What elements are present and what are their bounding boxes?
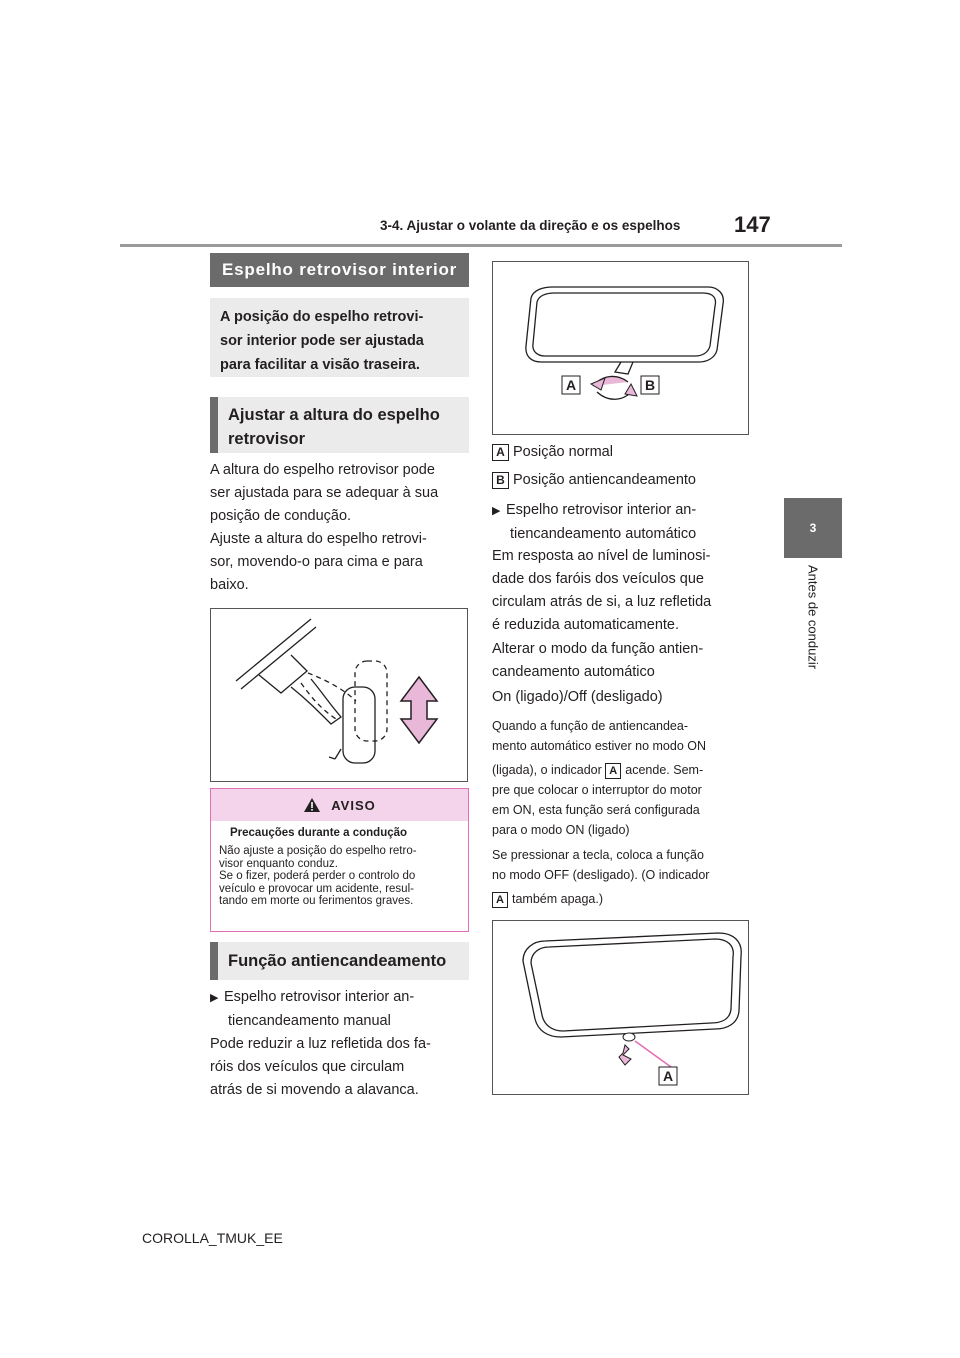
warning-line: tando em morte ou ferimentos graves. (219, 895, 414, 907)
warning-subtitle: Precauções durante a condução (230, 827, 408, 839)
running-header-title: 3-4. Ajustar o volante da direção e os espelhos (380, 218, 681, 233)
paragraph-on-off: On (ligado)/Off (desligado) (492, 689, 663, 705)
figure-mirror-height (210, 608, 468, 782)
legend-a-text: Posição normal (513, 444, 613, 460)
bullet-text: tiencandeamento manual (228, 1013, 391, 1029)
subheading-line: retrovisor (228, 430, 306, 448)
paragraph-auto-response (492, 545, 762, 637)
text-line: posição de condução. (210, 508, 352, 524)
text-line: é reduzida automaticamente. (492, 617, 679, 633)
text-line: Ajuste a altura do espelho retrovi- (210, 531, 427, 547)
fig3-label-a: A (662, 1068, 674, 1084)
fig1-label-a: A (565, 377, 577, 393)
paragraph-change-mode (492, 638, 762, 684)
intro-line: para facilitar a visão traseira. (220, 357, 420, 373)
warning-line: Não ajuste a posição do espelho retro- (219, 845, 417, 857)
header-rule (120, 244, 842, 247)
text-fragment: (ligada), o indicador (492, 763, 602, 777)
bullet-text: Espelho retrovisor interior an- (224, 989, 415, 1005)
text-line: Alterar o modo da função antien- (492, 641, 704, 657)
paragraph-lever (210, 1033, 472, 1102)
text-line: mento automático estiver no modo ON (492, 739, 706, 753)
warning-text (219, 845, 460, 908)
text-line: ser ajustada para se adequar à sua (210, 485, 439, 501)
text-line: sor, movendo-o para cima e para (210, 554, 423, 570)
text-line: róis dos veículos que circulam (210, 1059, 405, 1075)
bullet-triangle-icon: ▶ (492, 505, 501, 517)
note-off-mode (492, 845, 762, 909)
text-line: em ON, esta função será configurada (492, 803, 700, 817)
fig1-label-b: B (644, 377, 656, 393)
inline-indicator-a: A (605, 763, 621, 779)
text-line: no modo OFF (desligado). (O indicador (492, 868, 710, 882)
warning-line: Se o fizer, poderá perder o controlo do (219, 870, 416, 882)
bullet-text: tiencandeamento automático (510, 526, 697, 542)
mirror-height-illustration (211, 609, 467, 781)
intro-line: A posição do espelho retrovi- (220, 309, 424, 325)
text-line: A altura do espelho retrovisor pode (210, 462, 435, 478)
text-line: Pode reduzir a luz refletida dos fa- (210, 1036, 431, 1052)
text-line: circulam atrás de si, a luz refletida (492, 594, 712, 610)
paragraph-height-adjust (210, 459, 472, 528)
warning-icon (303, 797, 321, 813)
legend-a-letter: A (492, 444, 509, 461)
bullet-auto-antiglare (492, 499, 762, 546)
bullet-manual-antiglare (210, 986, 472, 1033)
warning-header (211, 789, 468, 821)
subheading-anti-glare: Função antiencandeamento (210, 942, 469, 980)
warning-box (210, 788, 469, 932)
figure-auto-mirror-indicator (492, 920, 749, 1095)
chapter-side-label-text: Antes de conduzir (805, 565, 821, 670)
intro-line: sor interior pode ser ajustada (220, 333, 424, 349)
warning-body (211, 821, 468, 908)
text-line: para o modo ON (ligado) (492, 823, 630, 837)
section-title-interior-mirror: Espelho retrovisor interior (210, 253, 469, 287)
bullet-triangle-icon: ▶ (210, 992, 219, 1004)
mirror-positions-illustration (493, 262, 748, 434)
legend-a (492, 441, 762, 464)
subheading-line: Ajustar a altura do espelho (228, 406, 440, 424)
paragraph-move-mirror (210, 528, 472, 597)
chapter-tab: 3 (784, 498, 842, 558)
text-line: baixo. (210, 577, 249, 593)
intro-box (210, 298, 469, 377)
legend-b (492, 469, 762, 492)
text-line: atrás de si movendo a alavanca. (210, 1082, 419, 1098)
auto-mirror-illustration (493, 921, 748, 1094)
chapter-side-label (802, 565, 824, 705)
warning-line: visor enquanto conduz. (219, 857, 338, 870)
figure-mirror-positions (492, 261, 749, 435)
text-fragment: acende. Sem- (625, 763, 704, 777)
inline-indicator-a: A (492, 892, 508, 908)
text-line: Quando a função de antiencandea- (492, 719, 688, 733)
subheading-adjust-height (210, 397, 469, 453)
document-code: COROLLA_TMUK_EE (142, 1230, 283, 1246)
text-line: pre que colocar o interruptor do motor (492, 783, 702, 797)
note-on-mode (492, 716, 762, 840)
text-line: dade dos faróis dos veículos que (492, 571, 704, 587)
warning-line: veículo e provocar um acidente, resul- (219, 882, 414, 895)
text-line: candeamento automático (492, 664, 655, 680)
warning-title: AVISO (331, 797, 376, 813)
text-fragment: também apaga.) (512, 892, 604, 906)
bullet-text: Espelho retrovisor interior an- (506, 502, 697, 518)
page-number: 147 (734, 212, 771, 237)
text-line: Se pressionar a tecla, coloca a função (492, 848, 704, 862)
legend-b-text: Posição antiencandeamento (513, 472, 696, 488)
legend-b-letter: B (492, 472, 509, 489)
text-line: Em resposta ao nível de luminosi- (492, 548, 711, 564)
